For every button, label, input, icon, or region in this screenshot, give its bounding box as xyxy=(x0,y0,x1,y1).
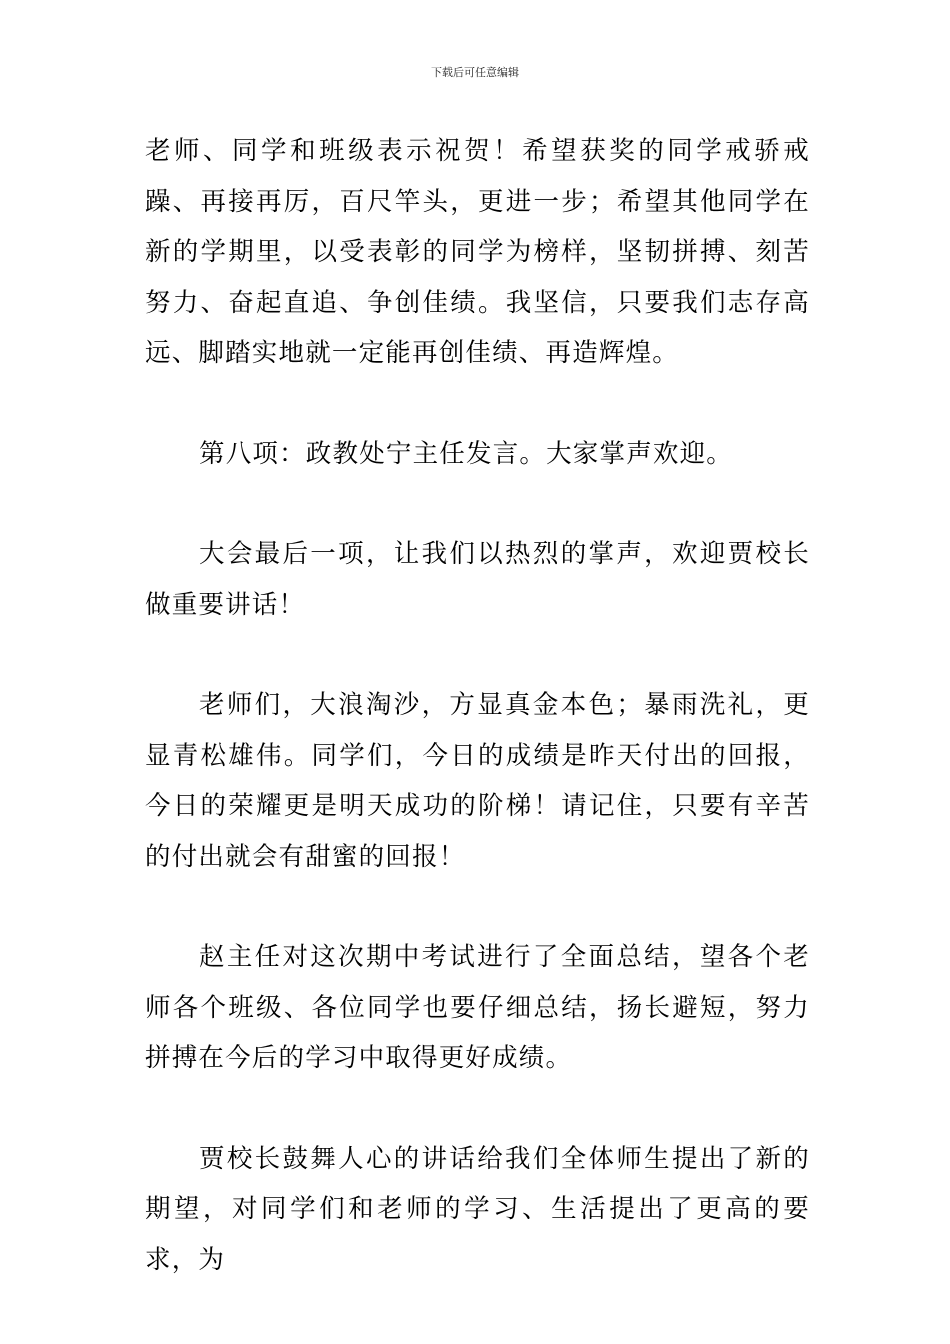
paragraph-gap xyxy=(145,379,810,429)
paragraph-item-eight: 第八项：政教处宁主任发言。大家掌声欢迎。 xyxy=(199,438,734,469)
paragraph-gap xyxy=(145,1084,810,1134)
paragraph-gap xyxy=(145,882,810,932)
paragraph-gap xyxy=(145,479,810,529)
paragraph-gap xyxy=(145,630,810,680)
paragraph-closing: 贾校长鼓舞人心的讲话给我们全体师生提出了新的期望，对同学们和老师的学习、生活提出了更高的要求，为 xyxy=(145,1143,810,1275)
paragraph-summary: 赵主任对这次期中考试进行了全面总结，望各个老师各个班级、各位同学也要仔细总结，扬长避短，努力拼搏在今后的学习中取得更好成绩。 xyxy=(145,942,810,1073)
paragraph-final-item: 大会最后一项，让我们以热烈的掌声，欢迎贾校长做重要讲话！ xyxy=(145,539,810,620)
document-body xyxy=(145,126,810,1285)
header-note: 下载后可任意编辑 xyxy=(431,66,519,79)
paragraph-continued: 老师、同学和班级表示祝贺！希望获奖的同学戒骄戒躁、再接再厉，百尺竿头，更进一步；希望其他同学在新的学期里，以受表彰的同学为榜样，坚韧拼搏、刻苦努力、奋起直追、争创佳绩。我坚信，只要我们志存高远、脚踏实地就一定能再创佳绩、再造辉煌。 xyxy=(145,136,810,368)
paragraph-speech: 老师们，大浪淘沙，方显真金本色；暴雨洗礼，更显青松雄伟。同学们，今日的成绩是昨天付出的回报，今日的荣耀更是明天成功的阶梯！请记住，只要有辛苦的付出就会有甜蜜的回报！ xyxy=(145,690,810,872)
